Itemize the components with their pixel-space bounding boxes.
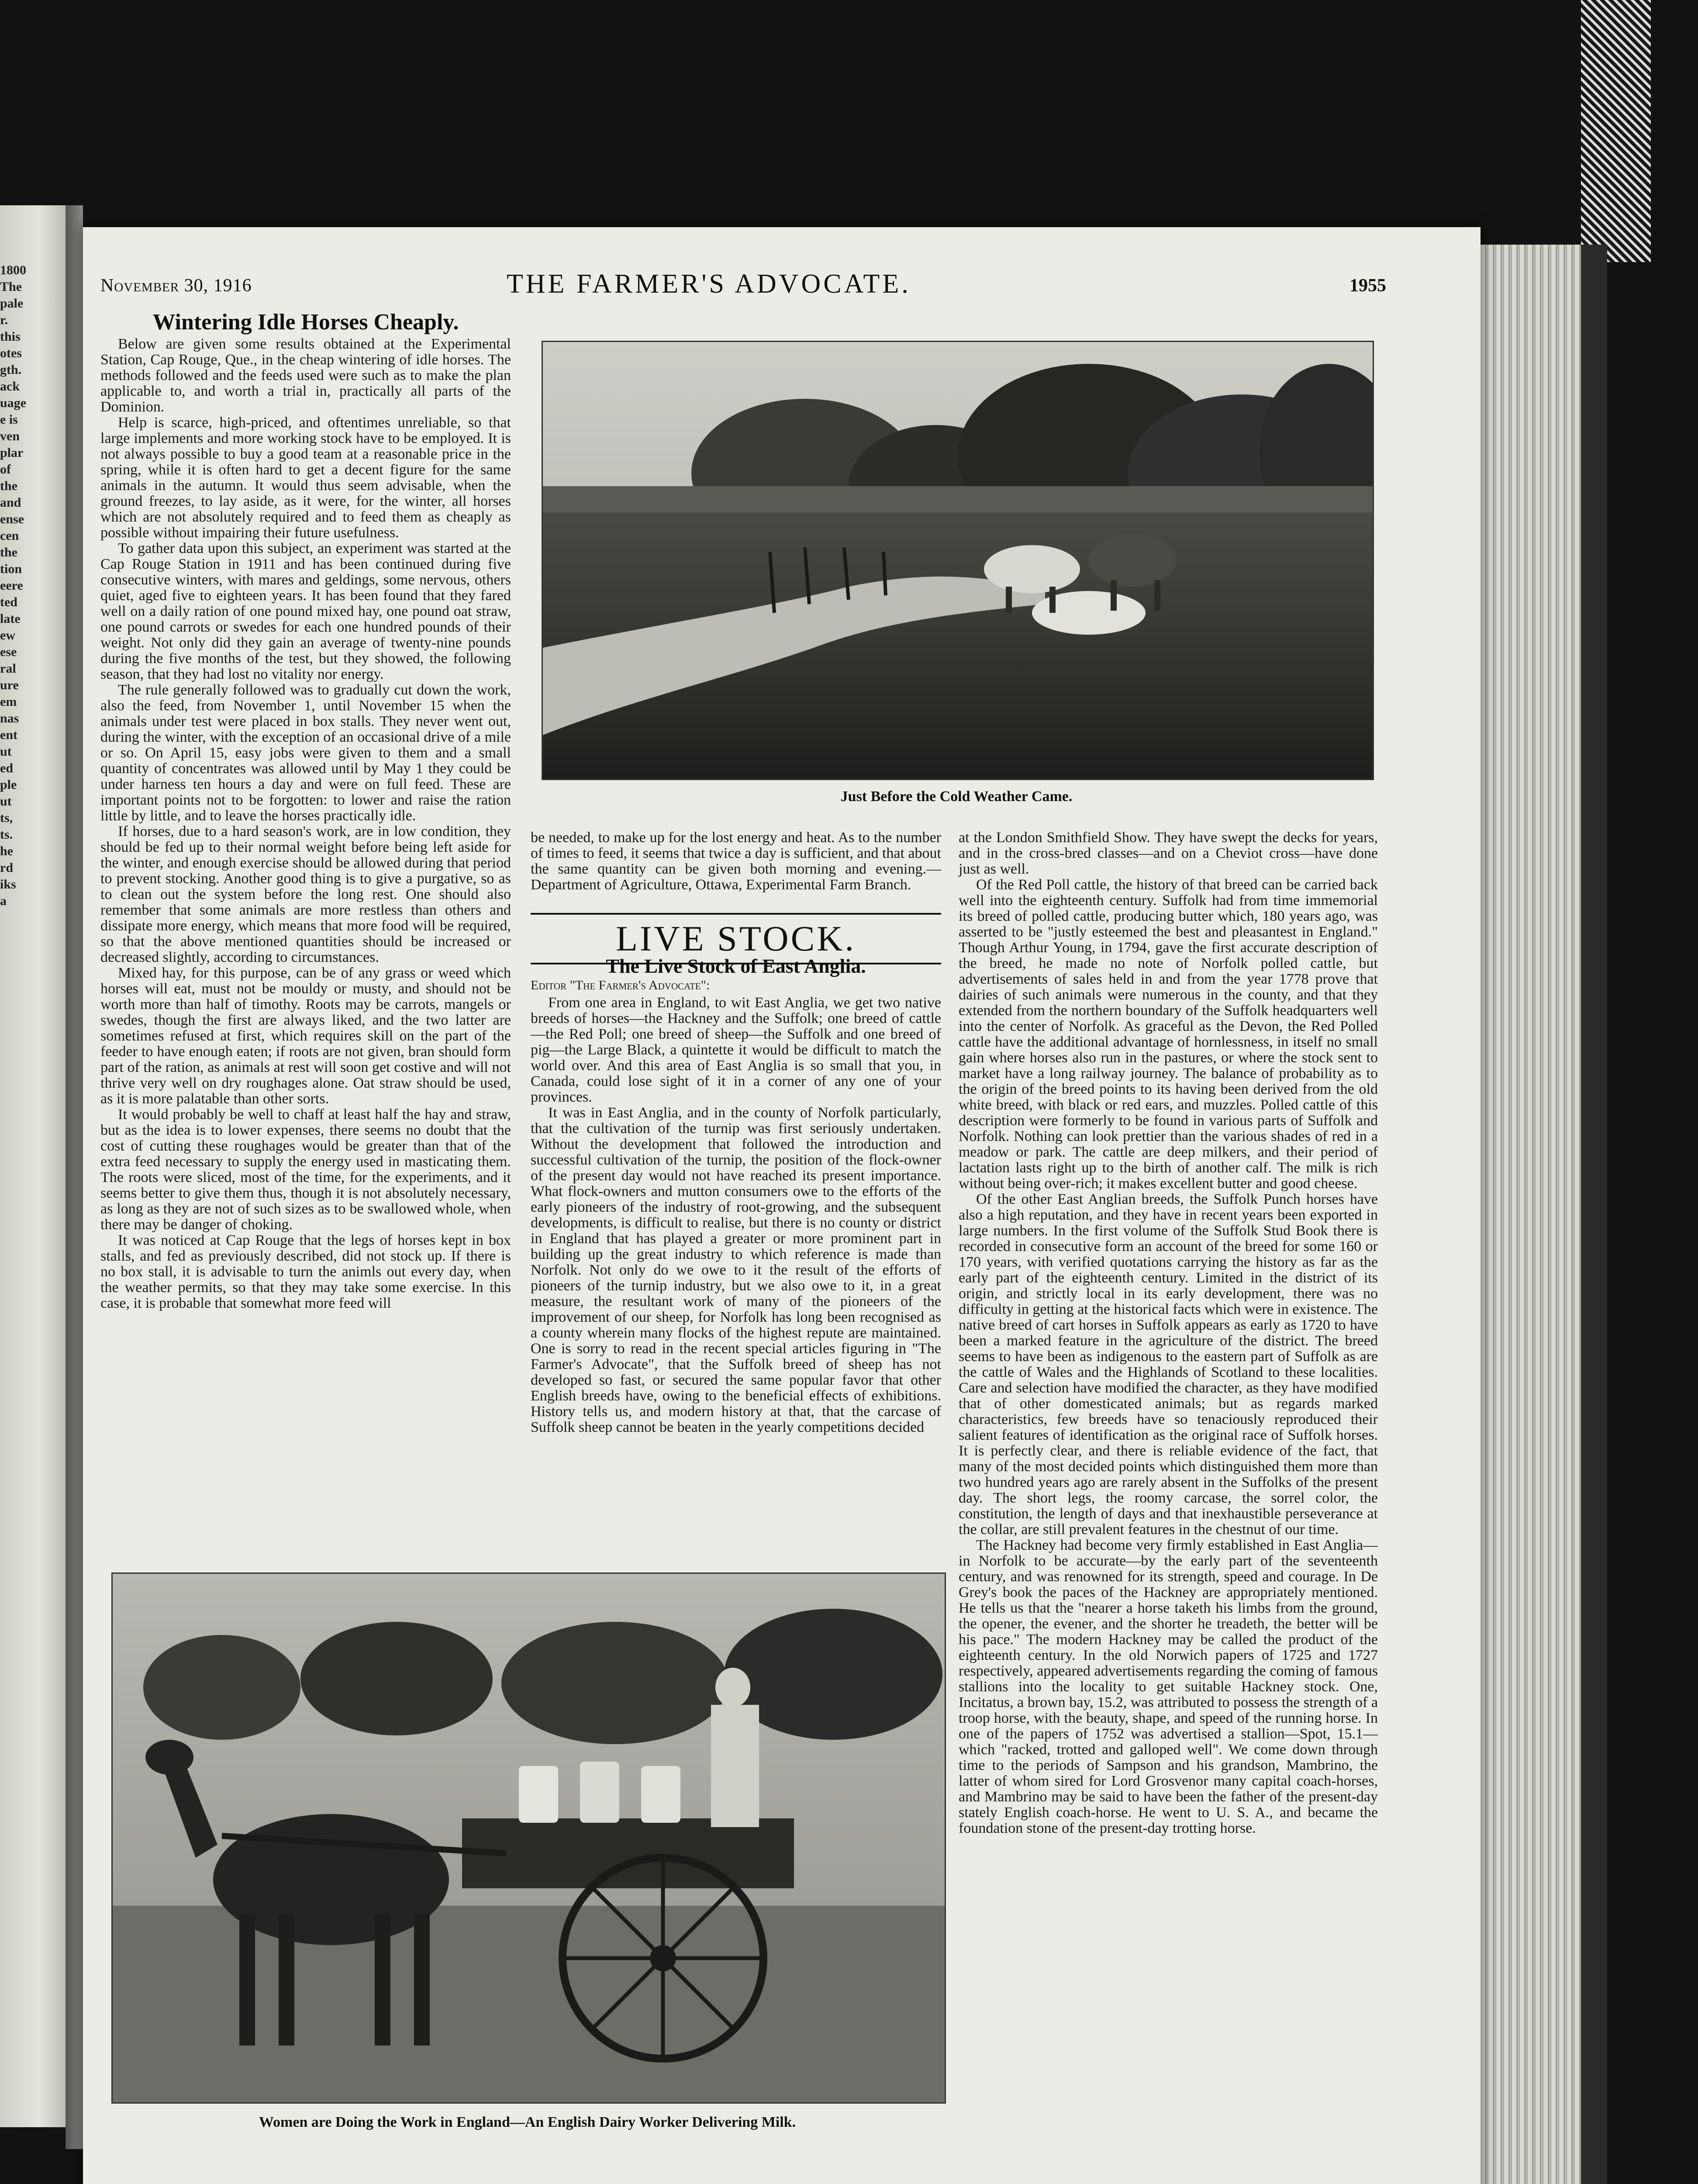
- article-dek: Editor "The Farmer's Advocate":: [531, 978, 710, 992]
- article-paragraph: It was in East Anglia, and in the county of Norfolk particularly, that the cultivation of the turnip was first seriously undertaken. Without the development that followed the introduction and successful cultivation of the turnip, the position of the flock-owner of the present day would not have reached its present importance. What flock-owners and mutton consumers owe to the efforts of the early pioneers of the industry of root-growing, and the subsequent developments, is difficult to realise, but there is no county or district in England that has played a greater or more prominent part in building up the great industry to which reference is made than Norfolk. Not only do we owe to it the result of the efforts of pioneers of the turnip industry, but we also owe to it, in a great measure, the resultant work of many of the pioneers of the improvement of our sheep, for Norfolk has long been recognised as a county wherein many flocks of the highest repute are maintained. One is sorry to read in the recent special articles figuring in "The Farmer's Advocate", that the Suffolk breed of sheep has not developed so fast, or secured the same popular favor that other English breeds have, owing to the beneficial effects of exhibitions. History tells us, and modern history at that, that the carcase of Suffolk sheep cannot be beaten in the yearly competitions decided: [531, 1105, 941, 1435]
- left-page-word: ral: [0, 661, 16, 676]
- article-paragraph: Mixed hay, for this purpose, can be of any grass or weed which horses will eat, must not be mouldy or musty, and should not be worth more than half of timothy. Roots may be carrots, mangels or swedes, though the first are always liked, and the two latter are sometimes refused at first, which requires skill on the part of the feeder to have enough eaten; if roots are not given, bran should form part of the ration, as animals at rest will soon get costive and will not thrive very well on dry roughages alone. Oat straw should be used, as it is more palatable than other sorts.: [100, 965, 511, 1107]
- article-paragraph: Below are given some results obtained at the Experimental Station, Cap Rouge, Que., in the cheap wintering of idle horses. The methods followed and the feeds used were such as to make the plan applicable to, and worth a trial in, practically all parts of the Dominion.: [100, 336, 511, 415]
- article-headline: Wintering Idle Horses Cheaply.: [152, 310, 459, 335]
- left-page-word: ure: [0, 678, 19, 692]
- left-page-word: ts,: [0, 811, 13, 825]
- left-page-word: ense: [0, 512, 24, 526]
- left-page-word: plar: [0, 446, 24, 460]
- article-paragraph: at the London Smithfield Show. They have swept the decks for years, and in the cross-bred classes—and on a Cheviot cross—have done just as well.: [959, 829, 1378, 877]
- photo-cattle-illustration: [543, 342, 1373, 779]
- left-page-word: and: [0, 495, 21, 510]
- article-headline: The Live Stock of East Anglia.: [606, 955, 866, 977]
- left-page-word: ew: [0, 628, 15, 643]
- left-page-word: uage: [0, 396, 26, 410]
- photo-caption: Just Before the Cold Weather Came.: [840, 788, 1073, 805]
- left-page-word: eere: [0, 578, 23, 593]
- left-page-word: otes: [0, 346, 22, 360]
- left-page-word: gth.: [0, 363, 22, 377]
- left-page-word: r.: [0, 313, 8, 327]
- left-page-word: this: [0, 329, 21, 344]
- article-paragraph: The rule generally followed was to gradually cut down the work, also the feed, from November 1, until November 15 when the animals under test were placed in box stalls. They never went out, during the winter, with the exception of an occasional drive of a mile or so. On April 15, easy jobs were given to them and a small quantity of concentrates was allowed until by May 1 they could be under harness ten hours a day and were on full feed. These are important points not to be forgotten: to lower and raise the ration little by little, and to leave the horses practically idle.: [100, 682, 511, 824]
- left-page-word: 1800: [0, 263, 26, 277]
- article-paragraph: From one area in England, to wit East Anglia, we get two native breeds of horses—the Hackney and the Suffolk; one breed of cattle—the Red Poll; one breed of sheep—the Suffolk and one breed of pig—the Large Black, a quintette it would be difficult to match the world over. And this area of East Anglia is so small that you, in Canada, could lose sight of it in a corner of any one of your provinces.: [531, 995, 941, 1105]
- left-page-word: ack: [0, 379, 20, 394]
- photo-milk-delivery: [111, 1572, 946, 2104]
- article-paragraph: Help is scarce, high-priced, and oftentimes unreliable, so that large implements and more working stock have to be employed. It is not always possible to buy a good team at a reasonable price in the spring, while it is often hard to get a decent figure for the same animals in the autumn. It would thus seem advisable, when the ground freezes, to lay aside, as it were, for the winter, all horses which are not absolutely required and to feed them as cheaply as possible without impairing their future usefulness.: [100, 415, 511, 541]
- left-page-word: tion: [0, 562, 22, 576]
- book-spine-shadow: [1581, 245, 1607, 2184]
- left-page-word: ent: [0, 728, 17, 742]
- article-paragraph: The Hackney had become very firmly established in East Anglia—in Norfolk to be accurate—by the early part of the seventeenth century, and was renowned for its strength, speed and courage. In De Grey's book the paces of the Hackney are appropriately mentioned. He tells us that the "nearer a horse taketh his limbs from the ground, the opener, the evener, and the shorter he treadeth, the better will be his pace." The modern Hackney may be called the product of the eighteenth century. In the old Norwich papers of 1725 and 1727 respectively, appeared advertisements regarding the coming of famous stallions into the locality to get suitable Hackney stock. One, Incitatus, a brown bay, 15.2, was attributed to possess the strength of a troop horse, with the beauty, shape, and speed of the running horse. In one of the papers of 1752 was advertised a stallion—Spot, 15.1—which "racked, trotted and galloped well". We come down through time to the periods of Sampson and his grandson, Mambrino, the latter of whom sired for Lord Grosvenor many capital coach-horses, and Mambrino may be said to have been the father of the present-day stately English coach-horse. He went to U. S. A., and became the foundation stone of the present-day trotting horse.: [959, 1537, 1378, 1836]
- left-page-word: nas: [0, 711, 19, 726]
- left-page-word: cen: [0, 529, 19, 543]
- left-page-word: ts.: [0, 827, 13, 842]
- left-page-word: ted: [0, 595, 17, 609]
- article-paragraph: Of the Red Poll cattle, the history of that breed can be carried back well into the eighteenth century. Suffolk had from time immemorial its breed of polled cattle, producing butter which, 180 years ago, was asserted to be "justly esteemed the best and pleasantest in England." Though Arthur Young, in 1794, gave the first accurate description of the breed, he made no note of Norfolk polled cattle, but advertisements of sales held in and from the year 1778 prove that dairies of such animals were numerous in the county, and that they extended from the northern boundary of the Suffolk headquarters well into the center of Norfolk. As graceful as the Devon, the Red Polled cattle have the additional advantage of hornlessness, in itself no small gain where horses also run in the pastures, or where the stock sent to market have a long railway journey. The balance of probability as to the origin of the breed points to its having been derived from the old white breed, with black or red ears, and muzzles. Polled cattle of this description were formerly to be found in various parts of Suffolk and Norfolk. Nothing can look prettier than the various shades of red in a meadow or park. The cattle are deep milkers, and their period of lactation lasts right up to the birth of another calf. The milk is rich without being over-rich; it makes excellent butter and good cheese.: [959, 877, 1378, 1192]
- photo-cattle-by-stream: [542, 341, 1374, 780]
- left-page-word: iks: [0, 877, 16, 892]
- section-banner: [531, 913, 941, 964]
- article-paragraph: It would probably be well to chaff at least half the hay and straw, but as the idea is to lower expenses, there seems no doubt that the cost of cutting these roughages would be greater than that of the extra feed necessary to supply the energy used in masticating them. The roots were sliced, most of the time, for the experiments, and it seems better to give them thus, though it is not absolutely necessary, as long as they are not of such sizes as to be swallowed whole, when there may be danger of choking.: [100, 1106, 511, 1233]
- masthead-title: THE FARMER'S ADVOCATE.: [507, 269, 911, 299]
- book-gutter: [66, 205, 83, 2149]
- left-page-word: the: [0, 479, 17, 493]
- page-edges: [1481, 245, 1581, 2184]
- left-page-word: e is: [0, 412, 18, 427]
- left-page-word: ut: [0, 744, 12, 759]
- article-paragraph: If horses, due to a hard season's work, are in low condition, they should be fed up to their normal weight before being left aside for the winter, and enough exercise should be allowed during that period to prevent stocking. Another good thing is to give a purgative, so as to clean out the system before the long rest. One should also remember that some animals are more restless than others and dissipate more energy, which means that more food will be required, so that the above mentioned quantities should be increased or decreased slightly, according to circumstances.: [100, 823, 511, 965]
- left-page-word: the: [0, 545, 17, 560]
- page-number: 1955: [1349, 276, 1386, 296]
- article-continuation: be needed, to make up for the lost energy and heat. As to the number of times to feed, it seems that twice a day is sufficient, and that about the same quantity can be given both morning and evening.—Department of Agriculture, Ottawa, Experimental Farm Branch.: [531, 829, 941, 893]
- left-page-word: of: [0, 462, 11, 477]
- article-wintering-horses: [100, 310, 511, 1311]
- scanner-pattern: [1581, 0, 1651, 262]
- left-page-word: ple: [0, 778, 17, 792]
- left-page-word: em: [0, 695, 17, 709]
- section-banner-label: LIVE STOCK.: [615, 919, 856, 958]
- photo-milk-cart-illustration: [113, 1574, 945, 2102]
- photo-caption: Women are Doing the Work in England—An English Dairy Worker Delivering Milk.: [259, 2114, 796, 2130]
- left-page-word: he: [0, 844, 13, 858]
- article-paragraph: It was noticed at Cap Rouge that the legs of horses kept in box stalls, and fed as previously described, did not stock up. If there is no box stall, it is advisable to turn the animls out every day, when the weather permits, so that they may take some exercise. In this case, it is probable that somewhat more feed will: [100, 1232, 511, 1311]
- left-page-word: ed: [0, 761, 13, 775]
- left-page-word: a: [0, 894, 7, 908]
- left-page-word: ven: [0, 429, 20, 443]
- left-page-word: ese: [0, 645, 17, 659]
- article-paragraph: Of the other East Anglian breeds, the Suffolk Punch horses have also a high reputation, and they have in recent years been exported in large numbers. In the first volume of the Suffolk Stud Book there is recorded in consecutive form an account of the breed for some 160 or 170 years, with verified quotations carrying the history as far as the early part of the eighteenth century. Limited in the district of its origin, and strictly local in its early development, there was no difficulty in getting at the historical facts which were in existence. The native breed of cart horses in Suffolk appears as early as 1720 to have been a marked feature in the agriculture of the district. The breed seems to have been as indigenous to the eastern part of Suffolk as are the cattle of Wales and the Highlands of Scotland to these localities. Care and selection have modified the character, as they have modified that of other domesticated animals; but as regards marked characteristics, few breeds have so tenaciously reproduced their salient features of identification as the original race of Suffolk horses. It is perfectly clear, and there is reliable evidence of the fact, that many of the most decided points which distinguished them more than two hundred years ago are rarely absent in the Suffolks of the present day. The short legs, the roomy carcase, the sorrel color, the constitution, the length of days and that inexhaustible perseverance at the collar, are still prevalent features in the chestnut of our time.: [959, 1191, 1378, 1538]
- article-paragraph: To gather data upon this subject, an experiment was started at the Cap Rouge Station in 1911 and has been continued during five consecutive winters, with mares and geldings, some nervous, others quiet, aged five to eighteen years. It has been found that they fared well on a daily ration of one pound mixed hay, one pound oat straw, one pound carrots or swedes for each one hundred pounds of their weight. Not only did they gain an average of twenty-nine pounds during the five months of the test, but they showed, the following season, that they had lost no vitality nor energy.: [100, 540, 511, 682]
- left-page-word: late: [0, 612, 21, 626]
- issue-date: November 30, 1916: [100, 276, 252, 296]
- left-page-word: ut: [0, 794, 12, 809]
- article-live-stock-continued: [959, 830, 1378, 1836]
- left-page-fragment-text: [0, 262, 66, 1005]
- left-page-word: pale: [0, 296, 24, 311]
- left-page-word: The: [0, 280, 22, 294]
- left-page-word: rd: [0, 860, 13, 875]
